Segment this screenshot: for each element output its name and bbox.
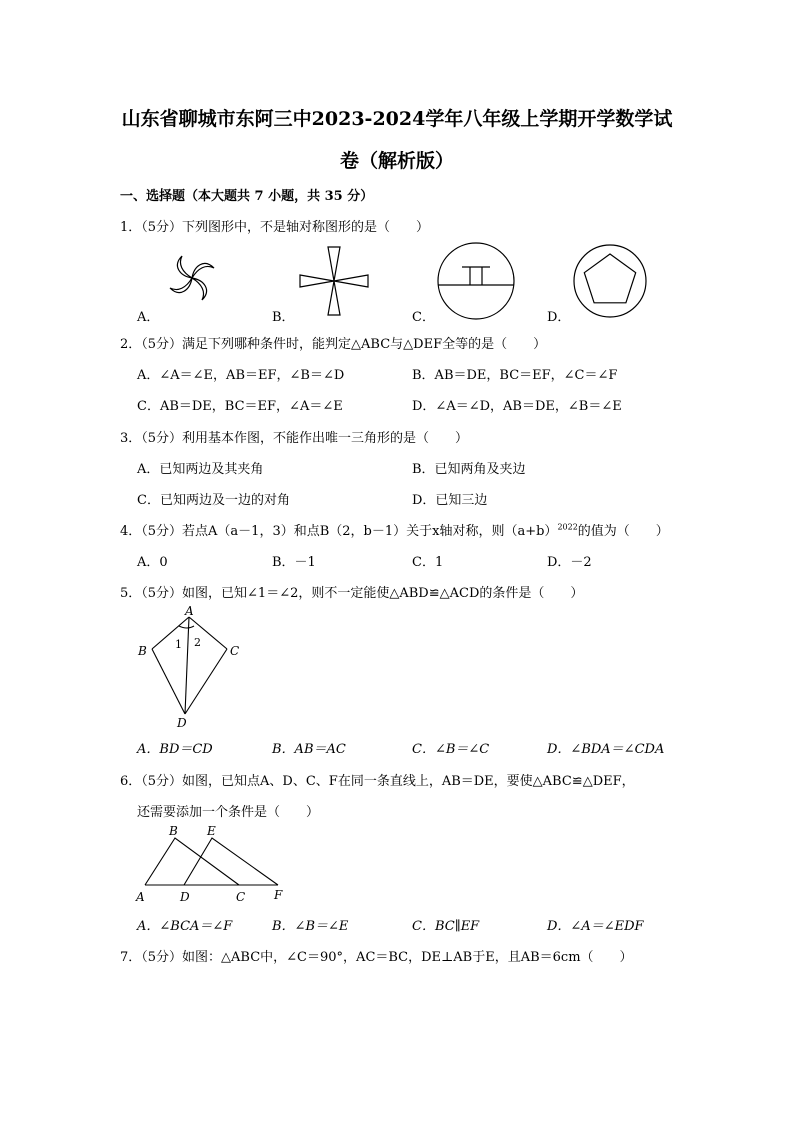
q3-option-c: C．已知两边及一边的对角 [137, 493, 290, 508]
doc-title-line1: 山东省聊城市东阿三中2023-2024学年八年级上学期开学数学试 [121, 108, 673, 130]
q6-option-c: C．BC∥EF [412, 919, 480, 934]
section-heading: 一、选择题（本大题共 7 小题，共 35 分） [120, 189, 374, 204]
question-6-text-line1: 6．（5分）如图，已知点A、D、C、F在同一条直线上，AB＝DE，要使△ABC≌△DEF， [120, 774, 635, 789]
q4-option-d: D．－2 [547, 555, 592, 570]
q4-option-b: B．－1 [272, 555, 316, 570]
question-1-text: 1．（5分）下列图形中，不是轴对称图形的是（ ） [120, 220, 430, 235]
q6-triangles-figure [132, 822, 292, 907]
q5-label-c: C [230, 644, 240, 658]
q4-exponent: 2022 [557, 522, 578, 532]
question-5-text: 5．（5分）如图，已知∠1＝∠2，则不一定能使△ABD≌△ACD的条件是（ ） [120, 586, 584, 601]
q2-option-b: B．AB＝DE，BC＝EF，∠C＝∠F [412, 368, 618, 383]
pinwheel-figure [170, 256, 214, 300]
q5-label-angle2: 2 [194, 636, 201, 649]
q5-option-b: B．AB＝AC [272, 742, 346, 757]
q2-option-c: C．AB＝DE，BC＝EF，∠A＝∠E [137, 399, 343, 414]
q5-option-d: D．∠BDA＝∠CDA [547, 742, 665, 757]
q6-option-b: B．∠B＝∠E [272, 919, 349, 934]
q2-option-d: D．∠A＝∠D，AB＝DE，∠B＝∠E [412, 399, 622, 414]
q5-label-angle1: 1 [175, 638, 182, 651]
pentagon-in-circle-figure [574, 245, 646, 317]
q1-option-c: C． [412, 310, 435, 325]
question-7-text: 7．（5分）如图：△ABC中，∠C＝90°，AC＝BC，DE⊥AB于E，且AB＝6cm（ ） [120, 950, 633, 965]
q5-kite-figure [130, 602, 250, 732]
q3-option-d: D．已知三边 [412, 493, 488, 508]
question-4-text [120, 520, 669, 539]
q4-option-c: C．1 [412, 555, 444, 570]
q2-option-a: A．∠A＝∠E，AB＝EF，∠B＝∠D [137, 368, 345, 383]
q1-option-a: A． [137, 310, 160, 325]
question-3-text: 3．（5分）利用基本作图，不能作出唯一三角形的是（ ） [120, 431, 469, 446]
q5-label-a: A [185, 604, 194, 618]
q6-label-e: E [207, 824, 216, 838]
q6-label-a: A [136, 890, 145, 904]
q6-label-c: C [236, 890, 246, 904]
circle-symbol-figure [438, 243, 514, 319]
q6-option-a: A．∠BCA＝∠F [137, 919, 233, 934]
q5-label-b: B [138, 644, 147, 658]
q6-option-d: D．∠A＝∠EDF [547, 919, 644, 934]
question-6-text-line2: 还需要添加一个条件是（ ） [137, 805, 320, 820]
question-2-text: 2．（5分）满足下列哪种条件时，能判定△ABC与△DEF全等的是（ ） [120, 337, 547, 352]
q5-option-a: A．BD＝CD [137, 742, 213, 757]
q4-option-a: A．0 [137, 555, 168, 570]
q6-label-f: F [274, 888, 283, 902]
q1-option-b: B． [272, 310, 295, 325]
q3-option-a: A．已知两边及其夹角 [137, 462, 264, 477]
q4-text-b: 的值为（ ） [577, 524, 669, 539]
q4-text-a: 4．（5分）若点A（a－1，3）和点B（2，b－1）关于x轴对称，则（a+b） [120, 524, 558, 539]
q1-option-d: D． [547, 310, 571, 325]
q6-label-b: B [169, 824, 178, 838]
bowtie-cross-figure [300, 247, 368, 315]
q5-option-c: C．∠B＝∠C [412, 742, 490, 757]
q1-figures [150, 240, 660, 320]
doc-title-line2: 卷（解析版） [339, 150, 454, 172]
q5-label-d: D [177, 716, 187, 730]
q6-label-d: D [180, 890, 190, 904]
q3-option-b: B．已知两角及夹边 [412, 462, 526, 477]
